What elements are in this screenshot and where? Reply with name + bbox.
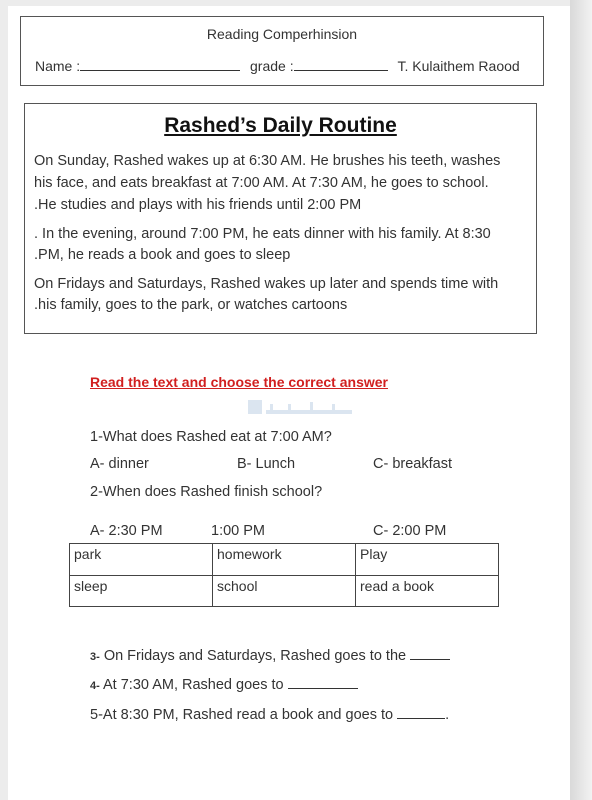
q4-answer-blank[interactable] [288, 676, 358, 689]
passage-line: his face, and eats breakfast at 7:00 AM. At 7:30 AM, he goes to school. [34, 175, 489, 191]
word-cell: Play [356, 544, 499, 576]
word-cell: homework [213, 544, 356, 576]
q5-answer-blank[interactable] [397, 706, 445, 719]
passage-line: .PM, he reads a book and goes to sleep [34, 247, 291, 263]
grade-label: grade : [250, 58, 294, 74]
question-1: 1-What does Rashed eat at 7:00 AM? [90, 429, 332, 445]
word-cell: school [213, 575, 356, 607]
word-cell: sleep [70, 575, 213, 607]
q1-option-c[interactable]: C- breakfast [373, 456, 452, 472]
question-2: 2-When does Rashed finish school? [90, 484, 323, 500]
watermark-logo [240, 396, 360, 426]
q2-option-a[interactable]: A- 2:30 PM [90, 523, 163, 539]
word-cell: read a book [356, 575, 499, 607]
worksheet-title: Reading Comperhinsion [206, 26, 358, 42]
question-5 [90, 706, 449, 723]
passage-line: .his family, goes to the park, or watches cartoons [34, 297, 348, 313]
q4-number: 4- [90, 680, 100, 692]
student-info-row [35, 57, 531, 74]
q4-text: At 7:30 AM, Rashed goes to [103, 677, 284, 693]
passage-line: .He studies and plays with his friends until 2:00 PM [34, 197, 362, 213]
q1-option-a[interactable]: A- dinner [90, 456, 149, 472]
q5-end: . [445, 707, 450, 723]
table-row [70, 544, 499, 576]
q3-text: On Fridays and Saturdays, Rashed goes to the [103, 648, 407, 664]
passage-line: . In the evening, around 7:00 PM, he eats dinner with his family. At 8:30 [34, 226, 491, 242]
q2-option-c[interactable]: C- 2:00 PM [373, 523, 447, 539]
q3-answer-blank[interactable] [410, 647, 450, 660]
passage-line: On Fridays and Saturdays, Rashed wakes up later and spends time with [34, 276, 499, 292]
passage-line: On Sunday, Rashed wakes up at 6:30 AM. He brushes his teeth, washes [34, 153, 501, 169]
page-edge-shadow [570, 0, 592, 800]
passage-title: Rashed’s Daily Routine [164, 114, 397, 137]
name-blank[interactable] [80, 57, 240, 71]
word-cell: park [70, 544, 213, 576]
name-label: Name : [35, 58, 81, 74]
question-4 [90, 676, 358, 693]
q3-number: 3- [90, 651, 100, 663]
reading-passage-box [24, 103, 537, 334]
question-3 [90, 647, 450, 664]
q2-option-b[interactable]: 1:00 PM [211, 523, 265, 539]
q1-option-b[interactable]: B- Lunch [237, 456, 296, 472]
grade-blank[interactable] [294, 57, 388, 71]
q5-text: 5-At 8:30 PM, Rashed read a book and goes to [90, 707, 394, 723]
word-bank-table [69, 543, 499, 607]
instruction-heading: Read the text and choose the correct answer [90, 374, 388, 390]
teacher-name: T. Kulaithem Raood [397, 58, 520, 74]
table-row [70, 575, 499, 607]
header-box [20, 16, 544, 86]
